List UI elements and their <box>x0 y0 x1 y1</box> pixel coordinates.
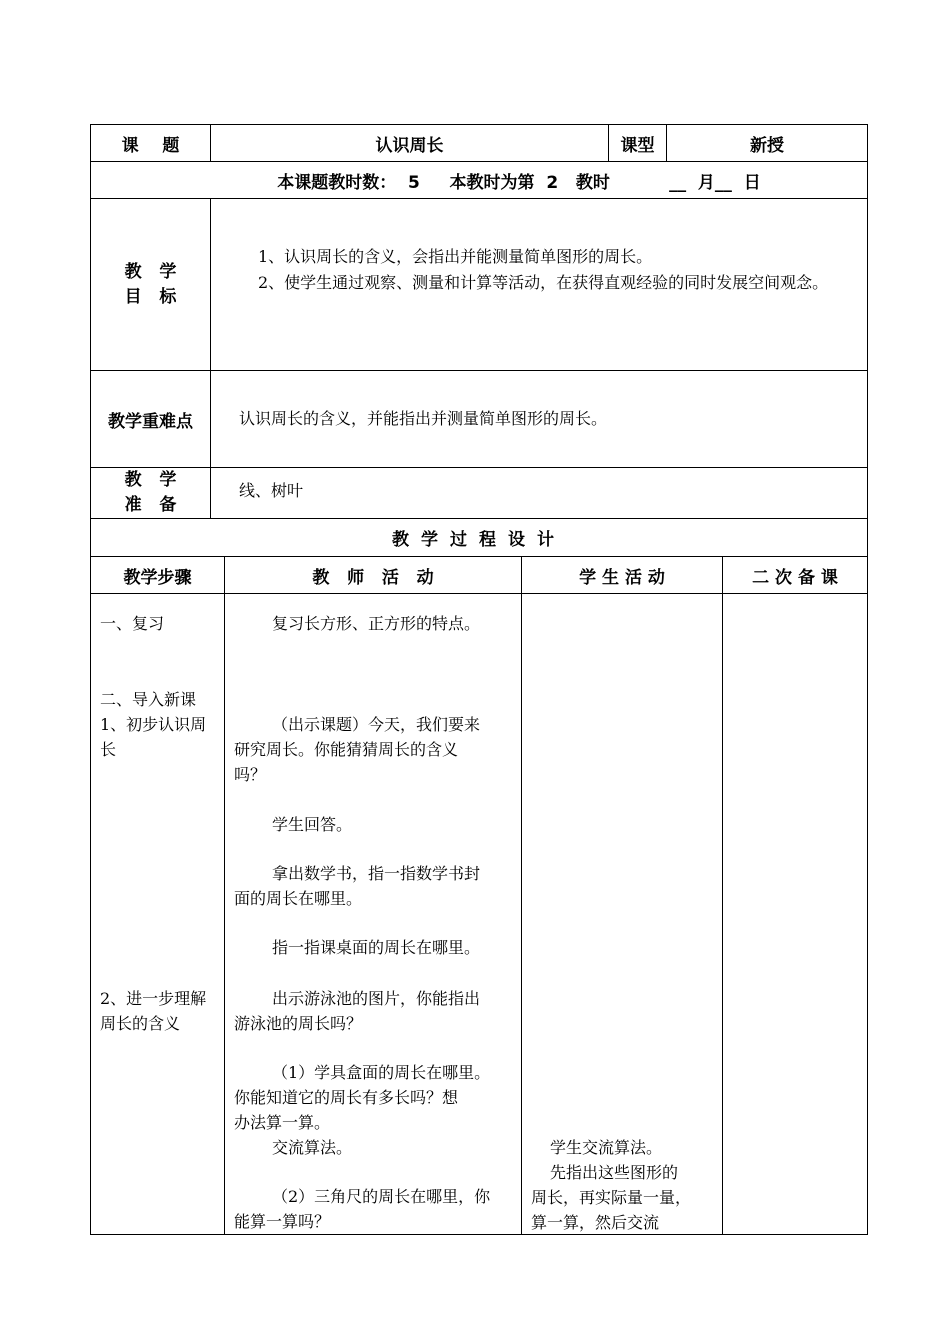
step-intro-line1: 二、导入新课 <box>100 690 197 709</box>
teacher-review: 复习长方形、正方形的特点。 <box>272 614 481 633</box>
step-intro-line2: 1、初步认识周 <box>100 715 207 734</box>
teacher-exchange: 交流算法。 <box>272 1138 353 1157</box>
preparation-label: 教 学 准 备 <box>91 468 211 519</box>
objective-2: 2、使学生通过观察、测量和计算等活动，在获得直观经验的同时发展空间观念。 <box>258 273 829 292</box>
teacher-triangle-line1: （2）三角尺的周长在哪里，你 <box>272 1187 491 1206</box>
preparation-text: 线、树叶 <box>211 468 868 519</box>
student-exchange: 学生交流算法。 <box>550 1138 663 1157</box>
teacher-topic-line2: 研究周长。你能猜猜周长的含义 <box>234 740 459 759</box>
teacher-topic-line3: 吗？ <box>234 765 267 784</box>
objective-1: 1、认识周长的含义，会指出并能测量简单图形的周长。 <box>258 247 653 266</box>
schedule-line: 本课题教时数： 5 本教时为第 2 教时 __ 月__ 日 <box>91 162 868 199</box>
key-points-label: 教学重难点 <box>91 371 211 468</box>
step-intro-line3: 长 <box>100 740 117 759</box>
topic-value: 认识周长 <box>211 125 609 162</box>
teacher-book-line2: 面的周长在哪里。 <box>234 889 363 908</box>
second-prep-column <box>723 594 868 1235</box>
type-value: 新授 <box>667 125 868 162</box>
step-review: 一、复习 <box>100 614 165 633</box>
process-title: 教学过程设计 <box>91 519 868 557</box>
teacher-pool-line2: 游泳池的周长吗？ <box>234 1014 363 1033</box>
teacher-desk: 指一指课桌面的周长在哪里。 <box>272 938 481 957</box>
type-label: 课型 <box>609 125 667 162</box>
col-head-second-prep: 二 次 备 课 <box>723 557 868 594</box>
teacher-pool-line1: 出示游泳池的图片，你能指出 <box>272 989 481 1008</box>
col-head-teacher: 教 师 活 动 <box>225 557 522 594</box>
teacher-answer: 学生回答。 <box>272 815 353 834</box>
key-points-text: 认识周长的含义，并能指出并测量简单图形的周长。 <box>211 371 868 468</box>
col-head-steps: 教学步骤 <box>91 557 225 594</box>
teacher-box-line2: 你能知道它的周长有多长吗？想 <box>234 1088 459 1107</box>
teacher-box-line3: 办法算一算。 <box>234 1113 331 1132</box>
lesson-info-table <box>90 124 868 519</box>
teacher-triangle-line2: 能算一算吗？ <box>234 1212 331 1231</box>
teacher-box-line1: （1）学具盒面的周长在哪里。 <box>272 1063 491 1082</box>
step-deepen-line2: 周长的含义 <box>100 1014 181 1033</box>
student-measure-line2: 周长，再实际量一量， <box>531 1188 692 1207</box>
step-deepen-line1: 2、进一步理解 <box>100 989 207 1008</box>
student-measure-line1: 先指出这些图形的 <box>550 1163 679 1182</box>
teacher-column <box>225 594 522 1235</box>
objectives-label: 教 学 目 标 <box>91 199 211 371</box>
teacher-topic-line1: （出示课题）今天，我们要来 <box>272 715 481 734</box>
teacher-book-line1: 拿出数学书，指一指数学书封 <box>272 864 481 883</box>
topic-label: 课 题 <box>91 125 211 162</box>
student-measure-line3: 算一算，然后交流 <box>531 1213 660 1232</box>
col-head-student: 学 生 活 动 <box>522 557 723 594</box>
